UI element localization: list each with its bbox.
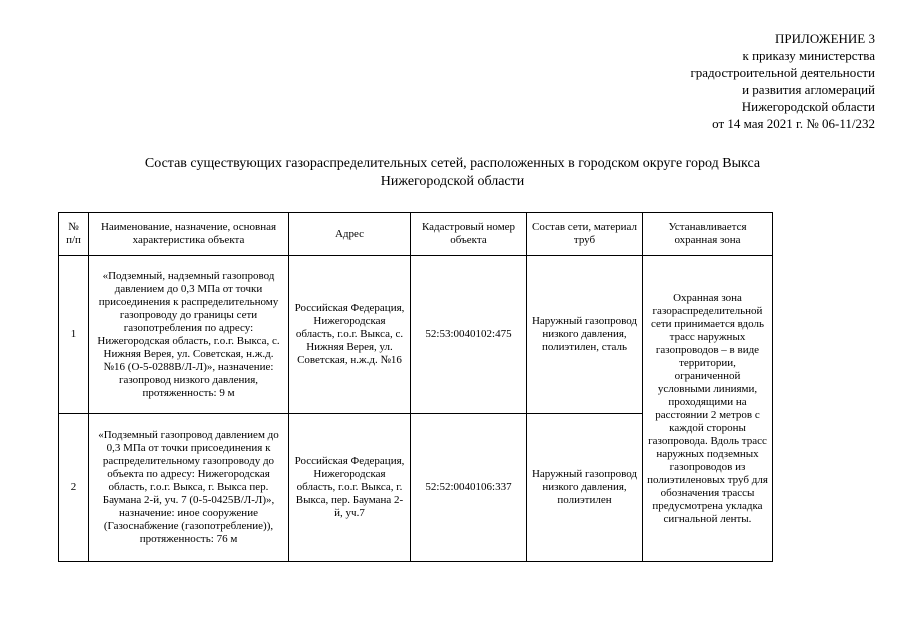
- row-name: «Подземный, надземный газопровод давлением до 0,3 МПа от точки присоединения к распределительному газопроводу до границы сети газопотребления по адресу: Нижегородская область, г.о.г. Выкса, с. Нижняя Верея, ул. Советская, н.ж.д. №16 (О-5-0288В/Л-Л)», назначение: газопровод низкого давления, протяженность: 9 м: [89, 256, 289, 414]
- document-title: [60, 155, 845, 191]
- header-protection-zone: Устанавливается охранная зона: [643, 213, 773, 256]
- appendix-number: ПРИЛОЖЕНИЕ 3: [775, 31, 875, 46]
- row-composition: Наружный газопровод низкого давления, полиэтилен: [527, 414, 643, 562]
- header-number: № п/п: [59, 213, 89, 256]
- appendix-region: Нижегородской области: [741, 99, 875, 114]
- appendix-ministry-line1: градостроительной деятельности: [690, 65, 875, 80]
- row-address: Российская Федерация, Нижегородская область, г.о.г. Выкса, г. Выкса, пер. Баумана 2-й, уч.7: [289, 414, 411, 562]
- appendix-order-ref: к приказу министерства: [742, 48, 875, 63]
- table-header-row: [59, 213, 773, 256]
- document-title-line1: Состав существующих газораспределительных сетей, расположенных в городском округе город Выкса: [144, 156, 761, 171]
- row-number: 2: [59, 414, 89, 562]
- header-address: Адрес: [289, 213, 411, 256]
- document-title-line2: Нижегородской области: [380, 174, 525, 189]
- header-composition: Состав сети, материал труб: [527, 213, 643, 256]
- row-cadastral: 52:53:0040102:475: [411, 256, 527, 414]
- appendix-ministry-line2: и развития агломераций: [742, 82, 875, 97]
- gas-network-table: [58, 212, 773, 562]
- row-name: «Подземный газопровод давлением до 0,3 МПа от точки присоединения к распределительному газопроводу до объекта по адресу: Нижегородская область, г.о.г. Выкса, г. Выкса пер. Баумана 2-й, уч. 7 (0-5-0425В/Л-Л)», назначение: иное сооружение (Газоснабжение (газопотребление)), протяженность: 76 м: [89, 414, 289, 562]
- header-name: Наименование, назначение, основная характеристика объекта: [89, 213, 289, 256]
- appendix-header: [690, 30, 875, 132]
- row-cadastral: 52:52:0040106:337: [411, 414, 527, 562]
- table-row: [59, 256, 773, 414]
- row-address: Российская Федерация, Нижегородская область, г.о.г. Выкса, с. Нижняя Верея, ул. Советская, н.ж.д. №16: [289, 256, 411, 414]
- appendix-order-date: от 14 мая 2021 г. № 06-11/232: [712, 116, 875, 131]
- header-cadastral: Кадастровый номер объекта: [411, 213, 527, 256]
- protection-zone-cell: Охранная зона газораспределительной сети принимается вдоль трасс наружных газопроводов – в виде территории, ограниченной условными линиями, проходящими на расстоянии 2 метров с каждой стороны газопровода. Вдоль трасс наружных подземных газопроводов из полиэтиленовых труб для обозначения трассы предусмотрена укладка сигнальной ленты.: [643, 256, 773, 562]
- row-number: 1: [59, 256, 89, 414]
- row-composition: Наружный газопровод низкого давления, полиэтилен, сталь: [527, 256, 643, 414]
